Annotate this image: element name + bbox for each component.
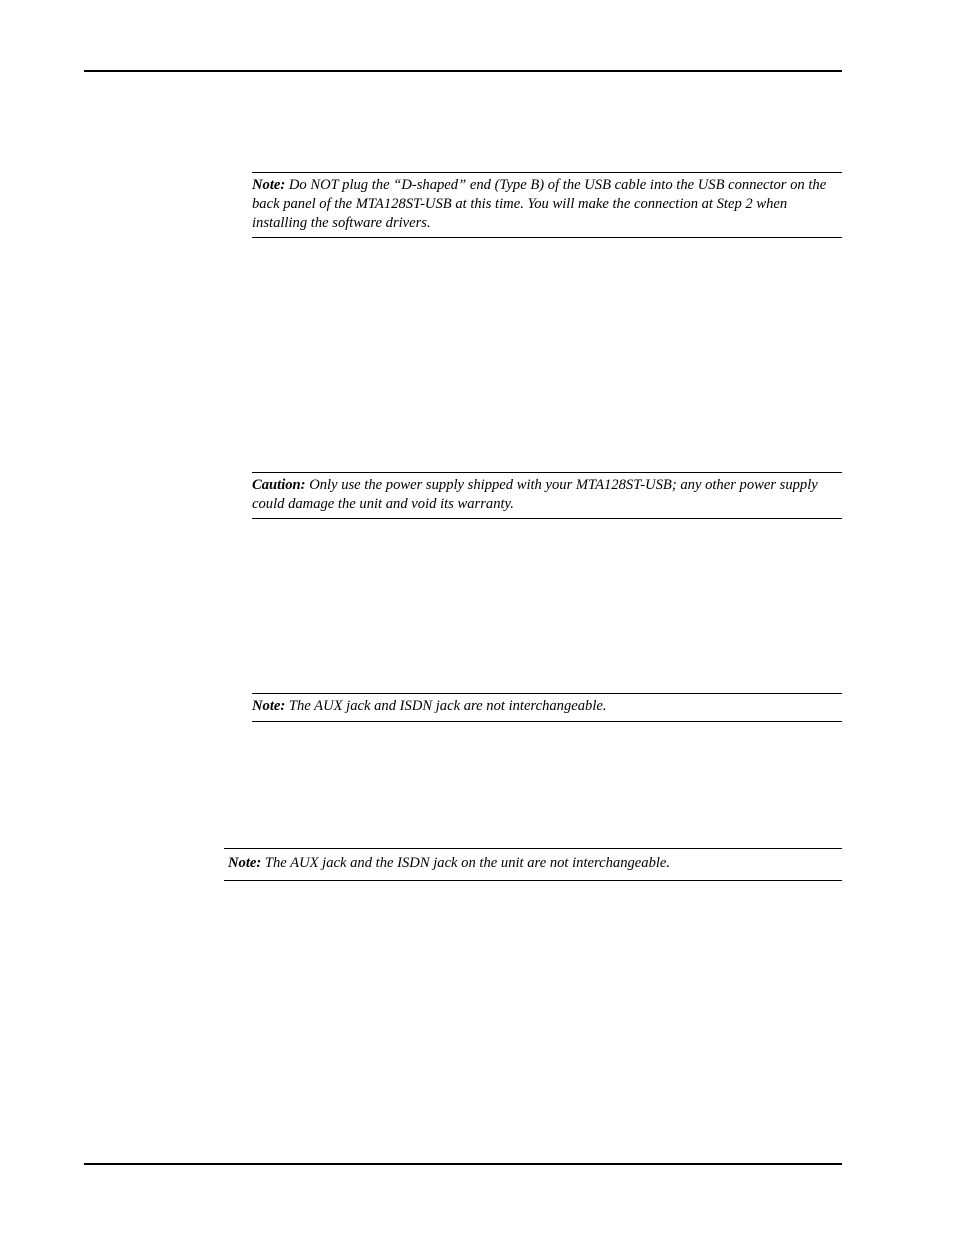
caution-power-supply: [252, 472, 842, 519]
note-text: Do NOT plug the “D-shaped” end (Type B) of the USB cable into the USB connector on the back panel of the MTA128ST-USB at this time. You will make the connection at Step 2 when installing the software drivers.: [252, 177, 827, 231]
note-label: Note:: [252, 177, 286, 193]
caution-label: Caution:: [252, 477, 306, 493]
note-label: Note:: [252, 698, 286, 714]
header-rule: [84, 70, 842, 72]
note-label: Note:: [228, 855, 262, 871]
note-text: The AUX jack and the ISDN jack on the unit are not interchangeable.: [264, 855, 671, 871]
note-text: The AUX jack and ISDN jack are not interchangeable.: [288, 698, 607, 714]
caution-text: Only use the power supply shipped with your MTA128ST-USB; any other power supply could damage the unit and void its warranty.: [252, 477, 818, 512]
footer-rule: [84, 1163, 842, 1165]
note-aux-isdn: [252, 693, 842, 722]
note-aux-isdn-unit: [224, 848, 842, 881]
note-usb-cable: [252, 172, 842, 238]
